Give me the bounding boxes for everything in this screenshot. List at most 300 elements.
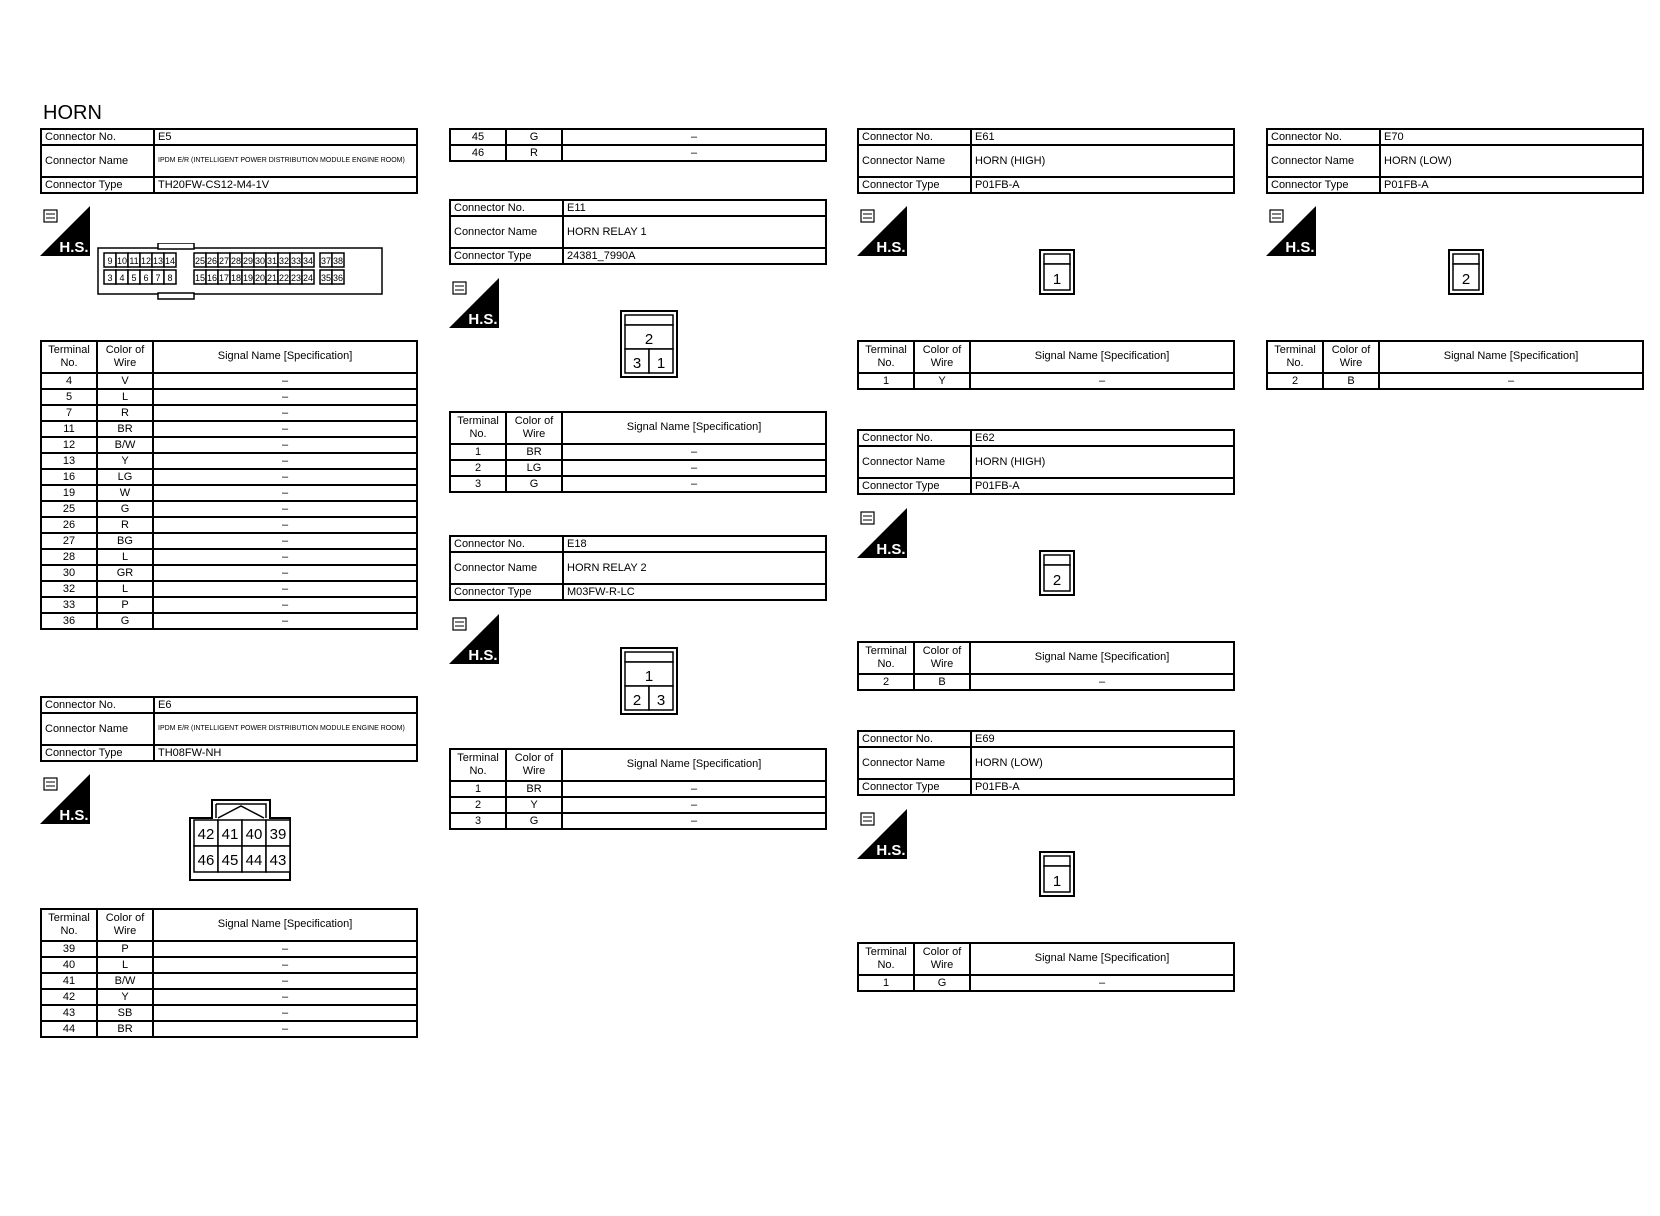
- wire-color: P: [97, 941, 153, 957]
- connector-e61-info: [857, 128, 1235, 194]
- wire-color: B: [1323, 373, 1379, 389]
- terminal-row: [41, 973, 417, 989]
- wire-color: GR: [97, 565, 153, 581]
- header-terminal: Terminal No.: [858, 341, 914, 373]
- connector-e5-diagram: [96, 243, 386, 303]
- svg-text:H.S.: H.S.: [59, 807, 89, 824]
- pin-label: 16: [206, 273, 218, 283]
- signal-name: –: [153, 1005, 417, 1021]
- pin-label: 5: [131, 273, 137, 283]
- wire-color: P: [97, 597, 153, 613]
- connector-e62-terminals: [857, 641, 1235, 691]
- terminal-row: [450, 797, 826, 813]
- signal-name: –: [153, 957, 417, 973]
- header-terminal: Terminal No.: [450, 412, 506, 444]
- connector-e69-terminals: [857, 942, 1235, 992]
- pin-label: 19: [242, 273, 254, 283]
- svg-text:1: 1: [656, 355, 666, 372]
- pin-label: 40: [245, 826, 263, 843]
- terminal-row: [450, 813, 826, 829]
- connector-no: E61: [971, 129, 1234, 145]
- header-signal: Signal Name [Specification]: [153, 909, 417, 941]
- signal-name: –: [153, 989, 417, 1005]
- terminal-row: [450, 460, 826, 476]
- terminal-no: 44: [41, 1021, 97, 1037]
- signal-name: –: [153, 613, 417, 629]
- terminal-no: 33: [41, 597, 97, 613]
- hs-icon: [449, 278, 499, 328]
- connector-e70-info: [1266, 128, 1644, 194]
- signal-name: –: [153, 581, 417, 597]
- signal-name: –: [562, 129, 826, 145]
- pin-label: 30: [254, 256, 266, 266]
- wire-color: L: [97, 549, 153, 565]
- label-connector-no: Connector No.: [1267, 129, 1380, 145]
- terminal-row: [450, 444, 826, 460]
- pin-label: 6: [143, 273, 149, 283]
- wire-color: Y: [914, 373, 970, 389]
- wire-color: G: [506, 813, 562, 829]
- pin-label: 23: [290, 273, 302, 283]
- connector-no: E69: [971, 731, 1234, 747]
- connector-type: P01FB-A: [971, 478, 1234, 494]
- header-color: Color of Wire: [914, 341, 970, 373]
- terminal-no: 43: [41, 1005, 97, 1021]
- svg-text:1: 1: [1052, 271, 1062, 288]
- signal-name: –: [153, 941, 417, 957]
- wire-color: L: [97, 389, 153, 405]
- pin-label: 45: [221, 852, 239, 869]
- wire-color: B/W: [97, 973, 153, 989]
- wire-color: BR: [97, 1021, 153, 1037]
- terminal-no: 3: [450, 813, 506, 829]
- pin-label: 18: [230, 273, 242, 283]
- signal-name: –: [562, 476, 826, 492]
- pin-label: 31: [266, 256, 278, 266]
- signal-name: –: [562, 444, 826, 460]
- terminal-no: 5: [41, 389, 97, 405]
- pin-label: 34: [302, 256, 314, 266]
- wire-color: LG: [97, 469, 153, 485]
- svg-text:3: 3: [632, 355, 642, 372]
- pin-label: 11: [129, 256, 139, 266]
- signal-name: –: [562, 813, 826, 829]
- wire-color: Y: [97, 453, 153, 469]
- svg-text:3: 3: [656, 692, 666, 709]
- hs-icon: [40, 774, 90, 824]
- header-signal: Signal Name [Specification]: [153, 341, 417, 373]
- terminal-no: 26: [41, 517, 97, 533]
- wire-color: Y: [506, 797, 562, 813]
- terminal-no: 41: [41, 973, 97, 989]
- terminal-row: [41, 581, 417, 597]
- connector-type: TH20FW-CS12-M4-1V: [154, 177, 417, 193]
- terminal-row: [41, 405, 417, 421]
- terminal-no: 30: [41, 565, 97, 581]
- label-connector-no: Connector No.: [41, 697, 154, 713]
- label-connector-type: Connector Type: [41, 177, 154, 193]
- signal-name: –: [153, 421, 417, 437]
- connector-name: IPDM E/R (INTELLIGENT POWER DISTRIBUTION MODULE ENGINE ROOM): [154, 713, 417, 745]
- wire-color: G: [97, 501, 153, 517]
- terminal-no: 7: [41, 405, 97, 421]
- wire-color: BR: [506, 781, 562, 797]
- hs-icon: [449, 614, 499, 664]
- wire-color: Y: [97, 989, 153, 1005]
- signal-name: –: [153, 389, 417, 405]
- wire-color: W: [97, 485, 153, 501]
- label-connector-name: Connector Name: [858, 747, 971, 779]
- terminal-row: [858, 373, 1234, 389]
- header-terminal: Terminal No.: [450, 749, 506, 781]
- connector-e70-diagram: [1447, 248, 1487, 298]
- svg-text:1: 1: [644, 668, 654, 685]
- terminal-no: 1: [858, 975, 914, 991]
- signal-name: –: [153, 1021, 417, 1037]
- terminal-row: [41, 549, 417, 565]
- pin-label: 26: [206, 256, 218, 266]
- terminal-row: [858, 674, 1234, 690]
- header-terminal: Terminal No.: [1267, 341, 1323, 373]
- signal-name: –: [153, 533, 417, 549]
- label-connector-name: Connector Name: [858, 446, 971, 478]
- signal-name: –: [153, 453, 417, 469]
- header-signal: Signal Name [Specification]: [970, 943, 1234, 975]
- connector-no: E70: [1380, 129, 1643, 145]
- pin-label: 3: [107, 273, 113, 283]
- svg-text:2: 2: [644, 331, 654, 348]
- header-signal: Signal Name [Specification]: [562, 412, 826, 444]
- header-color: Color of Wire: [914, 943, 970, 975]
- terminal-no: 2: [450, 460, 506, 476]
- terminal-row: [41, 373, 417, 389]
- pin-label: 24: [302, 273, 314, 283]
- terminal-no: 27: [41, 533, 97, 549]
- svg-text:H.S.: H.S.: [1285, 239, 1315, 256]
- wire-color: B/W: [97, 437, 153, 453]
- svg-text:H.S.: H.S.: [468, 311, 498, 328]
- terminal-no: 32: [41, 581, 97, 597]
- terminal-no: 19: [41, 485, 97, 501]
- terminal-row: [41, 941, 417, 957]
- pin-label: 35: [320, 273, 332, 283]
- connector-e11-terminals: [449, 411, 827, 493]
- terminal-no: 36: [41, 613, 97, 629]
- signal-name: –: [153, 437, 417, 453]
- connector-e61-diagram: [1038, 248, 1078, 298]
- connector-no: E18: [563, 536, 826, 552]
- terminal-row: [41, 565, 417, 581]
- signal-name: –: [562, 781, 826, 797]
- signal-name: –: [153, 517, 417, 533]
- pin-label: 25: [194, 256, 206, 266]
- terminal-no: 13: [41, 453, 97, 469]
- terminal-row: [1267, 373, 1643, 389]
- connector-e70-terminals: [1266, 340, 1644, 390]
- hs-icon: [1266, 206, 1316, 256]
- connector-e11-diagram: [619, 309, 681, 379]
- wire-color: G: [506, 129, 562, 145]
- terminal-no: 12: [41, 437, 97, 453]
- pin-label: 15: [194, 273, 206, 283]
- label-connector-name: Connector Name: [41, 145, 154, 177]
- pin-label: 41: [221, 826, 239, 843]
- label-connector-type: Connector Type: [1267, 177, 1380, 193]
- connector-e61-terminals: [857, 340, 1235, 390]
- connector-e62-info: [857, 429, 1235, 495]
- signal-name: –: [970, 674, 1234, 690]
- svg-text:H.S.: H.S.: [876, 541, 906, 558]
- svg-text:2: 2: [632, 692, 642, 709]
- pin-label: 27: [218, 256, 230, 266]
- terminal-row: [41, 957, 417, 973]
- terminal-row: [41, 469, 417, 485]
- connector-name: HORN RELAY 2: [563, 552, 826, 584]
- header-terminal: Terminal No.: [858, 642, 914, 674]
- wire-color: B: [914, 674, 970, 690]
- signal-name: –: [970, 373, 1234, 389]
- svg-text:H.S.: H.S.: [876, 239, 906, 256]
- label-connector-type: Connector Type: [858, 478, 971, 494]
- signal-name: –: [153, 597, 417, 613]
- hs-icon: [40, 206, 90, 256]
- label-connector-no: Connector No.: [858, 430, 971, 446]
- wire-color: G: [506, 476, 562, 492]
- terminal-no: 25: [41, 501, 97, 517]
- label-connector-name: Connector Name: [450, 216, 563, 248]
- wire-color: SB: [97, 1005, 153, 1021]
- terminal-row: [41, 1005, 417, 1021]
- terminal-row: [41, 597, 417, 613]
- pin-label: 8: [167, 273, 173, 283]
- wire-color: R: [506, 145, 562, 161]
- pin-label: 10: [116, 256, 128, 266]
- label-connector-type: Connector Type: [858, 177, 971, 193]
- header-signal: Signal Name [Specification]: [1379, 341, 1643, 373]
- terminal-no: 1: [858, 373, 914, 389]
- header-color: Color of Wire: [97, 909, 153, 941]
- signal-name: –: [970, 975, 1234, 991]
- label-connector-name: Connector Name: [858, 145, 971, 177]
- svg-text:2: 2: [1461, 271, 1471, 288]
- terminal-row: [41, 1021, 417, 1037]
- connector-e62-diagram: [1038, 549, 1078, 599]
- header-color: Color of Wire: [914, 642, 970, 674]
- svg-text:2: 2: [1052, 572, 1062, 589]
- signal-name: –: [153, 973, 417, 989]
- terminal-row: [41, 517, 417, 533]
- connector-e6-terminals: [40, 908, 418, 1038]
- wire-color: L: [97, 581, 153, 597]
- connector-type: P01FB-A: [971, 779, 1234, 795]
- wire-color: LG: [506, 460, 562, 476]
- pin-label: 28: [230, 256, 242, 266]
- header-signal: Signal Name [Specification]: [970, 341, 1234, 373]
- connector-e5-continued: [449, 128, 827, 162]
- connector-e18-info: [449, 535, 827, 601]
- wire-color: BR: [97, 421, 153, 437]
- svg-text:H.S.: H.S.: [876, 842, 906, 859]
- terminal-row: [41, 613, 417, 629]
- header-color: Color of Wire: [506, 749, 562, 781]
- connector-e69-info: [857, 730, 1235, 796]
- wire-color: V: [97, 373, 153, 389]
- terminal-no: 11: [41, 421, 97, 437]
- connector-type: M03FW-R-LC: [563, 584, 826, 600]
- connector-no: E11: [563, 200, 826, 216]
- pin-label: 46: [197, 852, 215, 869]
- connector-type: P01FB-A: [971, 177, 1234, 193]
- terminal-no: 2: [858, 674, 914, 690]
- connector-e6-info: [40, 696, 418, 762]
- pin-label: 13: [152, 256, 164, 266]
- svg-text:1: 1: [1052, 873, 1062, 890]
- terminal-row: [41, 389, 417, 405]
- hs-icon: [857, 508, 907, 558]
- connector-type: 24381_7990A: [563, 248, 826, 264]
- label-connector-name: Connector Name: [41, 713, 154, 745]
- label-connector-type: Connector Type: [41, 745, 154, 761]
- terminal-no: 2: [450, 797, 506, 813]
- wire-color: R: [97, 517, 153, 533]
- connector-no: E62: [971, 430, 1234, 446]
- signal-name: –: [153, 485, 417, 501]
- terminal-row: [450, 129, 826, 145]
- connector-name: HORN RELAY 1: [563, 216, 826, 248]
- svg-text:H.S.: H.S.: [468, 647, 498, 664]
- connector-name: HORN (HIGH): [971, 446, 1234, 478]
- terminal-no: 40: [41, 957, 97, 973]
- pin-label: 4: [119, 273, 125, 283]
- pin-label: 22: [278, 273, 290, 283]
- terminal-row: [41, 437, 417, 453]
- terminal-row: [450, 145, 826, 161]
- wire-color: G: [914, 975, 970, 991]
- label-connector-no: Connector No.: [450, 536, 563, 552]
- terminal-no: 39: [41, 941, 97, 957]
- connector-e6-diagram: [186, 798, 296, 882]
- pin-label: 36: [332, 273, 344, 283]
- signal-name: –: [153, 501, 417, 517]
- pin-label: 43: [269, 852, 287, 869]
- wire-color: L: [97, 957, 153, 973]
- pin-label: 12: [140, 256, 152, 266]
- connector-e69-diagram: [1038, 850, 1078, 900]
- terminal-no: 28: [41, 549, 97, 565]
- header-color: Color of Wire: [1323, 341, 1379, 373]
- wire-color: BG: [97, 533, 153, 549]
- terminal-row: [41, 453, 417, 469]
- label-connector-no: Connector No.: [858, 129, 971, 145]
- pin-label: 29: [242, 256, 254, 266]
- terminal-row: [41, 533, 417, 549]
- signal-name: –: [562, 797, 826, 813]
- terminal-row: [41, 989, 417, 1005]
- header-signal: Signal Name [Specification]: [970, 642, 1234, 674]
- header-color: Color of Wire: [506, 412, 562, 444]
- connector-name: HORN (LOW): [1380, 145, 1643, 177]
- connector-no: E5: [154, 129, 417, 145]
- terminal-row: [41, 421, 417, 437]
- signal-name: –: [153, 549, 417, 565]
- header-signal: Signal Name [Specification]: [562, 749, 826, 781]
- terminal-row: [41, 501, 417, 517]
- label-connector-type: Connector Type: [858, 779, 971, 795]
- terminal-no: 42: [41, 989, 97, 1005]
- connector-no: E6: [154, 697, 417, 713]
- header-terminal: Terminal No.: [41, 341, 97, 373]
- terminal-row: [450, 476, 826, 492]
- wire-color: R: [97, 405, 153, 421]
- signal-name: –: [153, 373, 417, 389]
- terminal-row: [450, 781, 826, 797]
- connector-name: HORN (LOW): [971, 747, 1234, 779]
- terminal-no: 2: [1267, 373, 1323, 389]
- page-title: HORN: [43, 102, 102, 124]
- label-connector-no: Connector No.: [41, 129, 154, 145]
- pin-label: 21: [266, 273, 278, 283]
- connector-type: P01FB-A: [1380, 177, 1643, 193]
- wire-color: BR: [506, 444, 562, 460]
- label-connector-no: Connector No.: [450, 200, 563, 216]
- signal-name: –: [153, 565, 417, 581]
- signal-name: –: [562, 460, 826, 476]
- pin-label: 9: [107, 256, 113, 266]
- pin-label: 14: [164, 256, 176, 266]
- terminal-no: 16: [41, 469, 97, 485]
- label-connector-name: Connector Name: [450, 552, 563, 584]
- terminal-no: 1: [450, 444, 506, 460]
- signal-name: –: [562, 145, 826, 161]
- pin-label: 17: [218, 273, 230, 283]
- terminal-row: [41, 485, 417, 501]
- pin-label: 42: [197, 826, 215, 843]
- header-terminal: Terminal No.: [858, 943, 914, 975]
- pin-label: 44: [245, 852, 263, 869]
- connector-type: TH08FW-NH: [154, 745, 417, 761]
- connector-name: IPDM E/R (INTELLIGENT POWER DISTRIBUTION MODULE ENGINE ROOM): [154, 145, 417, 177]
- terminal-no: 3: [450, 476, 506, 492]
- label-connector-type: Connector Type: [450, 248, 563, 264]
- terminal-no: 46: [450, 145, 506, 161]
- header-terminal: Terminal No.: [41, 909, 97, 941]
- signal-name: –: [153, 405, 417, 421]
- connector-e5-info: [40, 128, 418, 194]
- terminal-no: 1: [450, 781, 506, 797]
- connector-e11-info: [449, 199, 827, 265]
- hs-icon: [857, 809, 907, 859]
- connector-name: HORN (HIGH): [971, 145, 1234, 177]
- pin-label: 38: [332, 256, 344, 266]
- terminal-no: 4: [41, 373, 97, 389]
- connector-e5-terminals: [40, 340, 418, 630]
- label-connector-name: Connector Name: [1267, 145, 1380, 177]
- pin-label: 20: [254, 273, 266, 283]
- label-connector-type: Connector Type: [450, 584, 563, 600]
- pin-label: 37: [320, 256, 332, 266]
- hs-icon: [857, 206, 907, 256]
- pin-label: 32: [278, 256, 290, 266]
- terminal-row: [858, 975, 1234, 991]
- pin-label: 33: [290, 256, 302, 266]
- header-color: Color of Wire: [97, 341, 153, 373]
- pin-label: 39: [269, 826, 287, 843]
- signal-name: –: [1379, 373, 1643, 389]
- connector-e18-diagram: [619, 646, 681, 716]
- terminal-no: 45: [450, 129, 506, 145]
- svg-text:H.S.: H.S.: [59, 239, 89, 256]
- connector-e18-terminals: [449, 748, 827, 830]
